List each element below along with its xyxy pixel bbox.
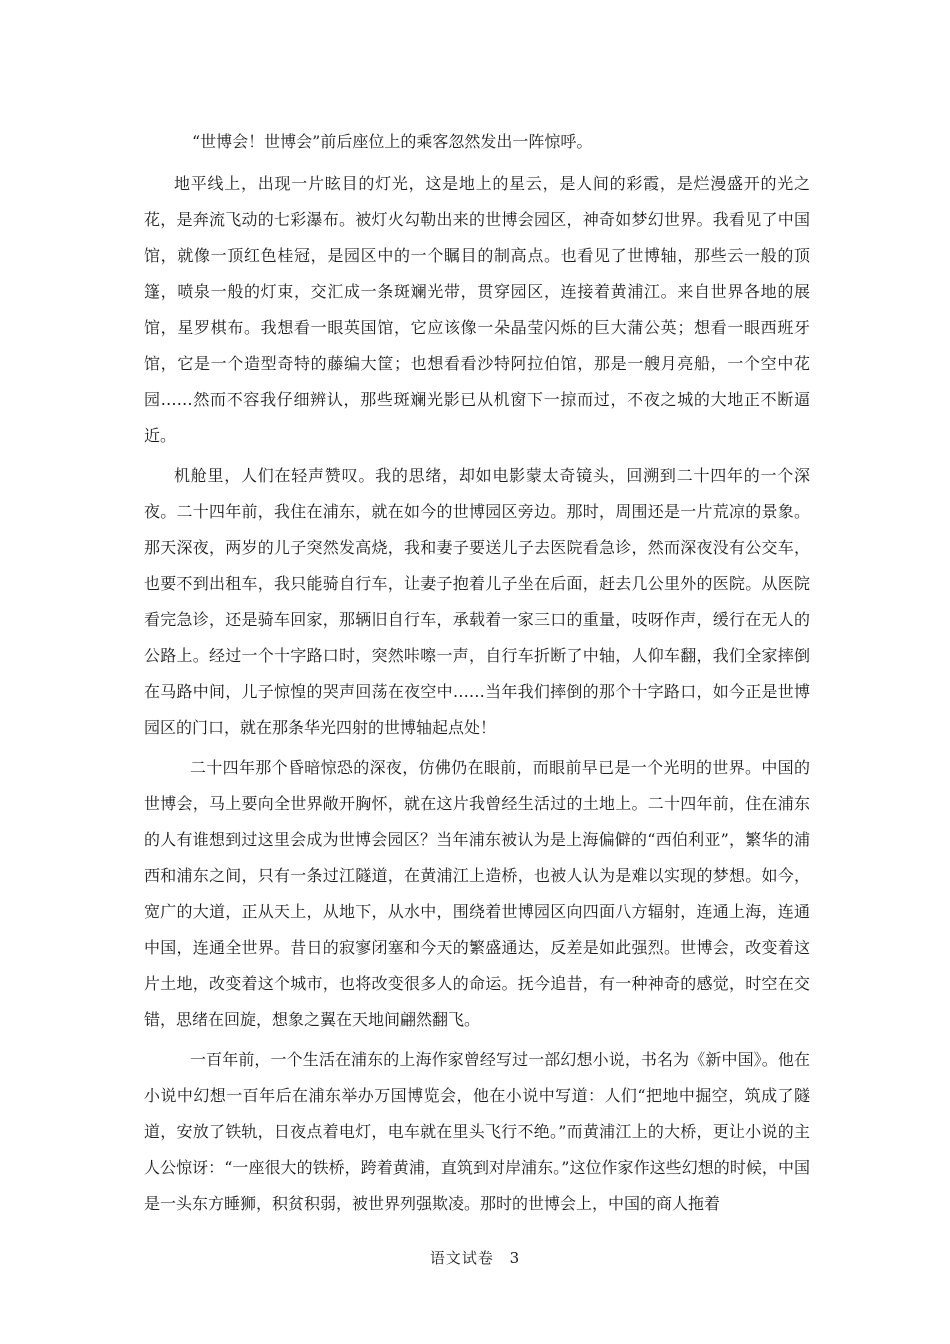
page-footer	[0, 1248, 950, 1268]
paragraph-cabin: 机舱里，人们在轻声赞叹。我的思绪，却如电影蒙太奇镜头，回溯到二十四年的一个深夜。二十四年前，我住在浦东，就在如今的世博园区旁边。那时，周围还是一片荒凉的景象。那天深夜，两岁的儿子突然发高烧，我和妻子要送儿子去医院看急诊，然而深夜没有公交车，也要不到出租车，我只能骑自行车，让妻子抱着儿子坐在后面，赶去几公里外的医院。从医院看完急诊，还是骑车回家，那辆旧自行车，承载着一家三口的重量，吱呀作声，缓行在无人的公路上。经过一个十字路口时，突然咔嚓一声，自行车折断了中轴，人仰车翻，我们全家摔倒在马路中间，儿子惊惶的哭声回荡在夜空中……当年我们摔倒的那个十字路口，如今正是世博园区的门口，就在那条华光四射的世博轴起点处！	[144, 466, 810, 737]
paragraph-exclamation: “世博会！世博会”前后座位上的乘客忽然发出一阵惊呼。	[192, 132, 593, 151]
paragraph-twenty-four-years: 二十四年那个昏暗惊恐的深夜，仿佛仍在眼前，而眼前早已是一个光明的世界。中国的世博会，马上要向全世界敞开胸怀，就在这片我曾经生活过的土地上。二十四年前，住在浦东的人有谁想到过这里会成为世博会园区？当年浦东被认为是上海偏僻的“西伯利亚”，繁华的浦西和浦东之间，只有一条过江隧道，在黄浦江上造桥，也被人认为是难以实现的梦想。如今，宽广的大道，正从天上，从地下，从水中，围绕着世博园区向四面八方辐射，连通上海，连通中国，连通全世界。昔日的寂寥闭塞和今天的繁盛通达，反差是如此强烈。世博会，改变着这片土地，改变着这个城市，也将改变很多人的命运。抚今追昔，有一种神奇的感觉，时空在交错，思绪在回旋，想象之翼在天地间翩然翻飞。	[144, 758, 810, 1029]
footer-label: 语文试卷	[429, 1249, 494, 1267]
paragraph-hundred-years: 一百年前，一个生活在浦东的上海作家曾经写过一部幻想小说，书名为《新中国》。他在小说中幻想一百年后在浦东举办万国博览会，他在小说中写道：人们“把地中掘空，筑成了隧道，安放了铁轨，日夜点着电灯，电车就在里头飞行不绝。”而黄浦江上的大桥，更让小说的主人公惊讶：“一座很大的铁桥，跨着黄浦，直筑到对岸浦东。”这位作家作这些幻想的时候，中国是一头东方睡狮，积贫积弱，被世界列强欺凌。那时的世博会上，中国的商人拖着	[144, 1050, 810, 1213]
footer-page-number: 3	[509, 1249, 521, 1267]
document-page	[144, 124, 810, 1222]
paragraph-horizon: 地平线上，出现一片眩目的灯光，这是地上的星云，是人间的彩霞，是烂漫盛开的光之花，是奔流飞动的七彩瀑布。被灯火勾勒出来的世博会园区，神奇如梦幻世界。我看见了中国馆，就像一顶红色桂冠，是园区中的一个瞩目的制高点。也看见了世博轴，那些云一般的顶篷，喷泉一般的灯束，交汇成一条斑斓光带，贯穿园区，连接着黄浦江。来自世界各地的展馆，星罗棋布。我想看一眼英国馆，它应该像一朵晶莹闪烁的巨大蒲公英；想看一眼西班牙馆，它是一个造型奇特的藤编大筐；也想看看沙特阿拉伯馆，那是一艘月亮船，一个空中花园……然而不容我仔细辨认，那些斑斓光影已从机窗下一掠而过，不夜之城的大地正不断逼近。	[144, 174, 810, 445]
